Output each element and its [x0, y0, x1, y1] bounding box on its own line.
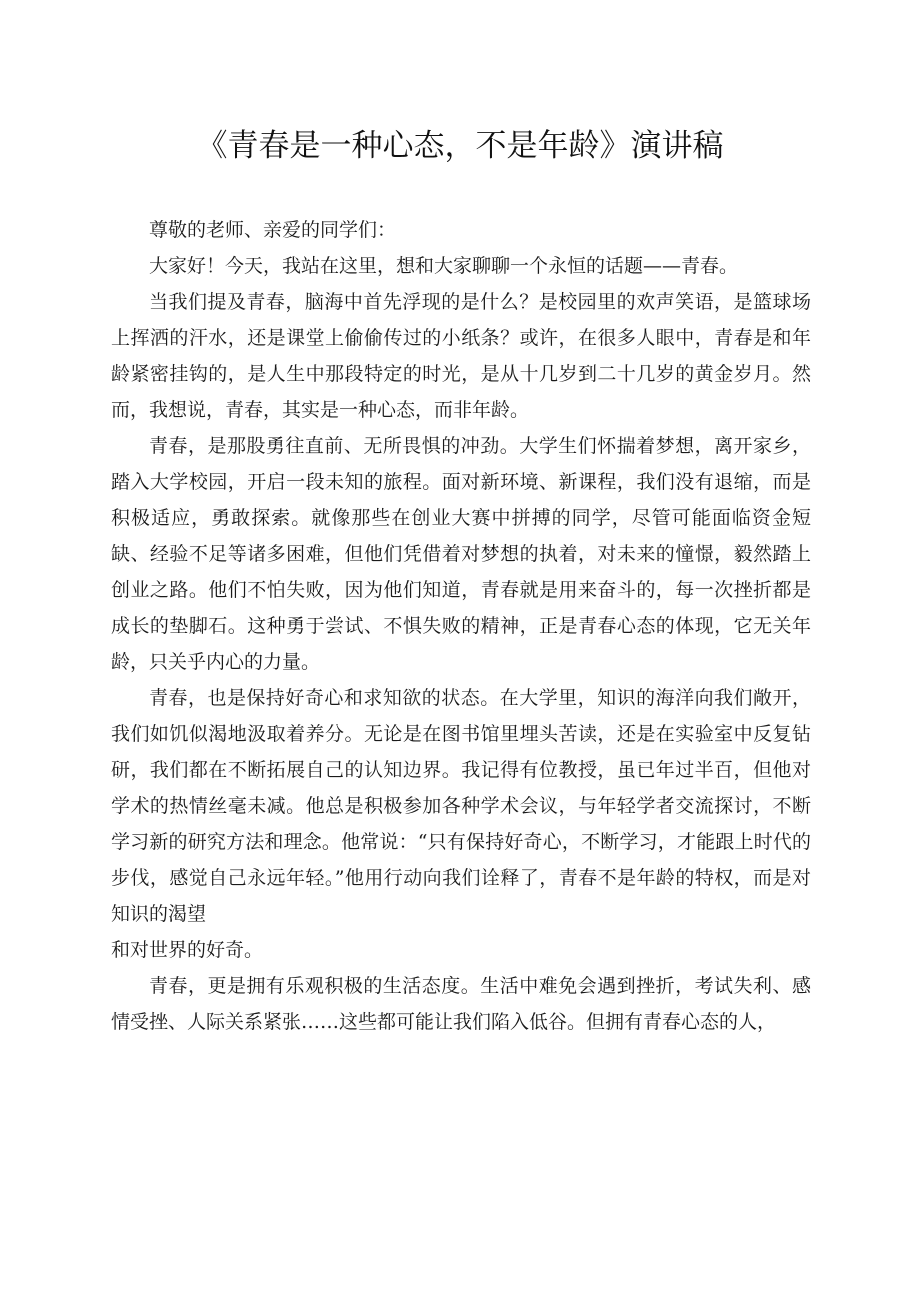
greeting-paragraph: 大家好！今天，我站在这里，想和大家聊聊一个永恒的话题——青春。: [149, 255, 739, 277]
body-paragraph-3: 青春，也是保持好奇心和求知欲的状态。在大学里，知识的海洋向我们敞开，我们如饥似渴地汲取着养分。无论是在图书馆里埋头苦读，还是在实验室中反复钻研，我们都在不断拓展自己的认知边界。我记得有位教授，虽已年过半百，但他对学术的热情丝毫未减。他总是积极参加各种学术会议，与年轻学者交流探讨，不断学习新的研究方法和理念。他常说：“只有保持好奇心，不断学习，才能跟上时代的步伐，感觉自己永远年轻。”他用行动向我们诠释了，青春不是年龄的特权，而是对知识的渴望: [111, 687, 811, 925]
body-paragraph-2: 青春，是那股勇往直前、无所畏惧的冲劲。大学生们怀揣着梦想，离开家乡，踏入大学校园，开启一段未知的旅程。面对新环境、新课程，我们没有退缩，而是积极适应，勇敢探索。就像那些在创业大赛中拼搏的同学，尽管可能面临资金短缺、经验不足等诸多困难，但他们凭借着对梦想的执着，对未来的憧憬，毅然踏上创业之路。他们不怕失败，因为他们知道，青春就是用来奋斗的，每一次挫折都是成长的垫脚石。这种勇于尝试、不惧失败的精神，正是青春心态的体现，它无关年龄，只关乎内心的力量。: [111, 435, 811, 673]
salutation-paragraph: 尊敬的老师、亲爱的同学们：: [149, 219, 397, 241]
document-body: [111, 212, 811, 1040]
document-title: 《青春是一种心态，不是年龄》演讲稿: [196, 128, 724, 164]
body-paragraph-4: 青春，更是拥有乐观积极的生活态度。生活中难免会遇到挫折，考试失利、感情受挫、人际关系紧张……这些都可能让我们陷入低谷。但拥有青春心态的人，: [111, 975, 811, 1033]
body-paragraph-3-continuation: 和对世界的好奇。: [111, 939, 264, 961]
body-paragraph-1: 当我们提及青春，脑海中首先浮现的是什么？是校园里的欢声笑语，是篮球场上挥洒的汗水，还是课堂上偷偷传过的小纸条？或许，在很多人眼中，青春是和年龄紧密挂钩的，是人生中那段特定的时光，是从十几岁到二十几岁的黄金岁月。然而，我想说，青春，其实是一种心态，而非年龄。: [111, 291, 811, 421]
